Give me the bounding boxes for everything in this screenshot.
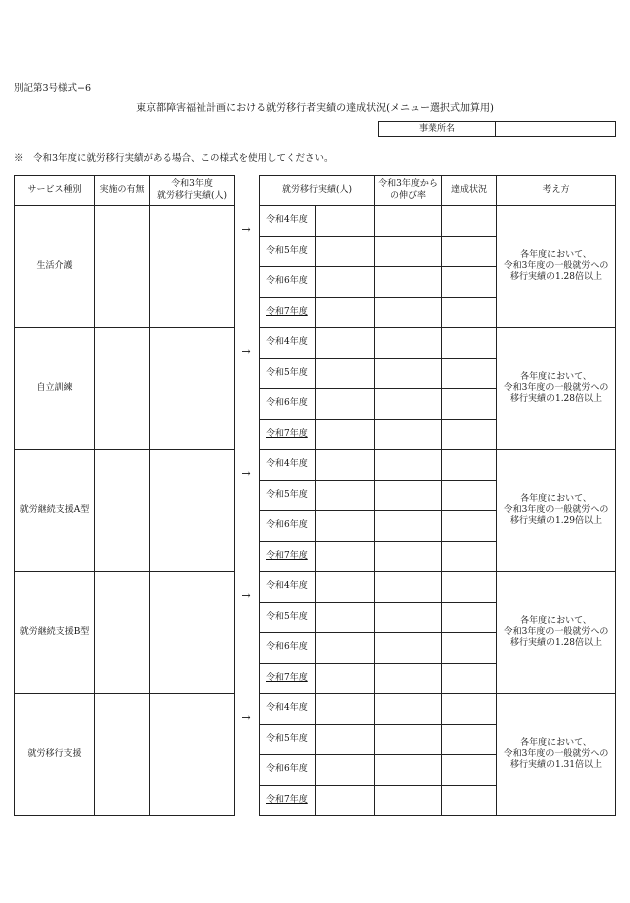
arrow-icon: → <box>241 222 251 236</box>
achievement-cell[interactable] <box>442 358 497 389</box>
year-label <box>260 511 316 542</box>
transition-count-cell[interactable] <box>316 694 375 725</box>
approach-cell: 各年度において、 令和3年度の一般就労への 移行実績の1.28倍以上 <box>497 206 616 328</box>
year-label <box>260 633 316 664</box>
service-name: 就労移行支援 <box>15 694 95 816</box>
year-label <box>260 572 316 603</box>
year-row <box>260 694 616 725</box>
achievement-cell[interactable] <box>442 511 497 542</box>
year-label <box>260 694 316 725</box>
year-label <box>260 755 316 786</box>
growth-rate-cell[interactable] <box>375 541 442 572</box>
transition-count-cell[interactable] <box>316 602 375 633</box>
transition-count-cell[interactable] <box>316 328 375 359</box>
transition-count-cell[interactable] <box>316 663 375 694</box>
year-label <box>260 267 316 298</box>
transition-count-cell[interactable] <box>316 450 375 481</box>
left-table <box>14 175 235 816</box>
year-label <box>260 297 316 328</box>
year-label <box>260 236 316 267</box>
year-label <box>260 450 316 481</box>
transition-count-cell[interactable] <box>316 785 375 816</box>
transition-count-cell[interactable] <box>316 724 375 755</box>
year-row <box>260 450 616 481</box>
transition-count-cell[interactable] <box>316 633 375 664</box>
arrow-icon: → <box>241 344 251 358</box>
year-label <box>260 663 316 694</box>
achievement-cell[interactable] <box>442 480 497 511</box>
r3-transition-cell[interactable] <box>150 572 235 694</box>
service-name: 生活介護 <box>15 206 95 328</box>
transition-count-cell[interactable] <box>316 419 375 450</box>
year-text: 令和5年度 <box>266 733 308 744</box>
achievement-cell[interactable] <box>442 633 497 664</box>
year-text: 令和7年度 <box>266 428 308 439</box>
growth-rate-cell[interactable] <box>375 206 442 237</box>
implementation-cell[interactable] <box>95 694 150 816</box>
achievement-cell[interactable] <box>442 236 497 267</box>
achievement-cell[interactable] <box>442 328 497 359</box>
growth-rate-cell[interactable] <box>375 572 442 603</box>
year-text: 令和5年度 <box>266 611 308 622</box>
implementation-cell[interactable] <box>95 572 150 694</box>
year-text: 令和6年度 <box>266 398 308 409</box>
year-text: 令和4年度 <box>266 703 308 714</box>
achievement-cell[interactable] <box>442 450 497 481</box>
growth-rate-cell[interactable] <box>375 694 442 725</box>
arrow-icon: → <box>241 466 251 480</box>
growth-rate-cell[interactable] <box>375 511 442 542</box>
year-row <box>260 328 616 359</box>
achievement-cell[interactable] <box>442 572 497 603</box>
office-name-field[interactable] <box>496 122 615 136</box>
left-header-row <box>15 176 235 206</box>
service-name: 就労継続支援B型 <box>15 572 95 694</box>
transition-count-cell[interactable] <box>316 358 375 389</box>
r3-transition-cell[interactable] <box>150 206 235 328</box>
growth-rate-cell[interactable] <box>375 236 442 267</box>
year-label <box>260 480 316 511</box>
transition-count-cell[interactable] <box>316 480 375 511</box>
growth-rate-cell[interactable] <box>375 480 442 511</box>
year-text: 令和7年度 <box>266 306 308 317</box>
right-header-status: 達成状況 <box>442 176 497 206</box>
service-row <box>15 206 235 328</box>
year-text: 令和7年度 <box>266 550 308 561</box>
year-text: 令和6年度 <box>266 520 308 531</box>
transition-count-cell[interactable] <box>316 267 375 298</box>
growth-rate-cell[interactable] <box>375 602 442 633</box>
year-text: 令和5年度 <box>266 489 308 500</box>
year-text: 令和4年度 <box>266 459 308 470</box>
achievement-cell[interactable] <box>442 419 497 450</box>
usage-note: ※ 令和3年度に就労移行実績がある場合、この様式を使用してください。 <box>14 153 334 164</box>
right-header-transition: 就労移行実績(人) <box>260 176 375 206</box>
year-text: 令和5年度 <box>266 245 308 256</box>
right-table <box>259 175 616 816</box>
transition-count-cell[interactable] <box>316 541 375 572</box>
year-label <box>260 328 316 359</box>
year-text: 令和6年度 <box>266 642 308 653</box>
approach-cell: 各年度において、 令和3年度の一般就労への 移行実績の1.29倍以上 <box>497 450 616 572</box>
growth-rate-cell[interactable] <box>375 419 442 450</box>
year-row <box>260 206 616 237</box>
service-name: 就労継続支援A型 <box>15 450 95 572</box>
achievement-cell[interactable] <box>442 663 497 694</box>
transition-count-cell[interactable] <box>316 389 375 420</box>
transition-count-cell[interactable] <box>316 511 375 542</box>
year-label <box>260 358 316 389</box>
left-header-0: サービス種別 <box>15 176 95 206</box>
growth-rate-cell[interactable] <box>375 450 442 481</box>
office-name-box <box>378 121 616 137</box>
year-label <box>260 206 316 237</box>
year-text: 令和7年度 <box>266 794 308 805</box>
r3-transition-cell[interactable] <box>150 450 235 572</box>
year-label <box>260 724 316 755</box>
achievement-cell[interactable] <box>442 724 497 755</box>
transition-count-cell[interactable] <box>316 297 375 328</box>
arrow-icon: → <box>241 588 251 602</box>
growth-rate-cell[interactable] <box>375 389 442 420</box>
year-text: 令和4年度 <box>266 581 308 592</box>
year-label <box>260 602 316 633</box>
achievement-cell[interactable] <box>442 206 497 237</box>
growth-rate-cell[interactable] <box>375 724 442 755</box>
arrow-icon: → <box>241 710 251 724</box>
service-row <box>15 694 235 816</box>
achievement-cell[interactable] <box>442 389 497 420</box>
achievement-cell[interactable] <box>442 694 497 725</box>
year-label <box>260 541 316 572</box>
achievement-cell[interactable] <box>442 785 497 816</box>
year-text: 令和4年度 <box>266 215 308 226</box>
left-header-2: 令和3年度 就労移行実績(人) <box>150 176 235 206</box>
year-text: 令和7年度 <box>266 672 308 683</box>
transition-count-cell[interactable] <box>316 755 375 786</box>
growth-rate-cell[interactable] <box>375 328 442 359</box>
year-label <box>260 785 316 816</box>
left-header-1: 実施の有無 <box>95 176 150 206</box>
year-text: 令和4年度 <box>266 337 308 348</box>
growth-rate-cell[interactable] <box>375 633 442 664</box>
r3-transition-cell[interactable] <box>150 328 235 450</box>
achievement-cell[interactable] <box>442 297 497 328</box>
achievement-cell[interactable] <box>442 755 497 786</box>
achievement-cell[interactable] <box>442 541 497 572</box>
growth-rate-cell[interactable] <box>375 267 442 298</box>
year-text: 令和6年度 <box>266 276 308 287</box>
r3-transition-cell[interactable] <box>150 694 235 816</box>
form-number: 別記第3号様式−6 <box>14 83 92 94</box>
service-row <box>15 450 235 572</box>
service-name: 自立訓練 <box>15 328 95 450</box>
approach-cell: 各年度において、 令和3年度の一般就労への 移行実績の1.28倍以上 <box>497 572 616 694</box>
growth-rate-cell[interactable] <box>375 663 442 694</box>
growth-rate-cell[interactable] <box>375 755 442 786</box>
document-title: 東京都障害福祉計画における就労移行者実績の達成状況(メニュー選択式加算用) <box>136 103 494 114</box>
right-header-growth: 令和3年度から の伸び率 <box>375 176 442 206</box>
implementation-cell[interactable] <box>95 206 150 328</box>
implementation-cell[interactable] <box>95 450 150 572</box>
year-label <box>260 419 316 450</box>
office-name-label: 事業所名 <box>379 122 496 136</box>
year-label <box>260 389 316 420</box>
service-row <box>15 328 235 450</box>
transition-count-cell[interactable] <box>316 206 375 237</box>
approach-cell: 各年度において、 令和3年度の一般就労への 移行実績の1.31倍以上 <box>497 694 616 816</box>
transition-count-cell[interactable] <box>316 572 375 603</box>
approach-cell: 各年度において、 令和3年度の一般就労への 移行実績の1.28倍以上 <box>497 328 616 450</box>
right-header-approach: 考え方 <box>497 176 616 206</box>
growth-rate-cell[interactable] <box>375 785 442 816</box>
achievement-cell[interactable] <box>442 602 497 633</box>
achievement-cell[interactable] <box>442 267 497 298</box>
service-row <box>15 572 235 694</box>
year-text: 令和6年度 <box>266 764 308 775</box>
year-text: 令和5年度 <box>266 367 308 378</box>
transition-count-cell[interactable] <box>316 236 375 267</box>
implementation-cell[interactable] <box>95 328 150 450</box>
growth-rate-cell[interactable] <box>375 297 442 328</box>
right-header-row <box>260 176 616 206</box>
year-row <box>260 572 616 603</box>
growth-rate-cell[interactable] <box>375 358 442 389</box>
